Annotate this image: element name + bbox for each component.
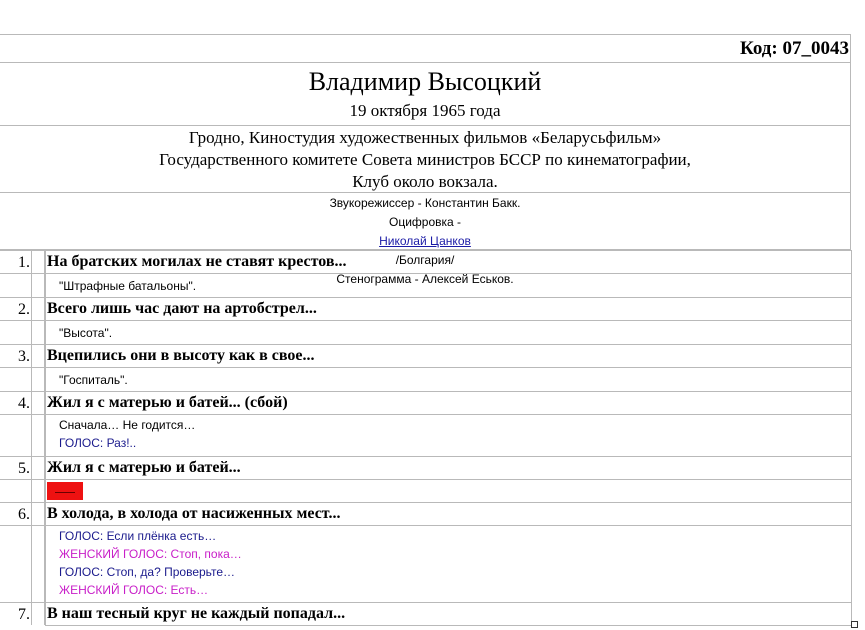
female-voice-note: ЖЕНСКИЙ ГОЛОС: Стоп, пока… [59, 547, 242, 561]
table-row [0, 273, 852, 297]
row-cell [31, 368, 45, 391]
song-title: В холода, в холода от насиженных мест... [47, 505, 341, 522]
title-block [0, 63, 851, 126]
song-title: Вцепились они в высоту как в свое... [47, 347, 315, 364]
place-line: Клуб около вокзала. [352, 172, 498, 191]
table-row [0, 479, 852, 502]
row-cell [31, 503, 45, 525]
song-number: 3. [18, 348, 30, 365]
song-title: В наш тесный круг не каждый попадал... [47, 605, 346, 622]
song-number: 6. [18, 506, 30, 523]
voice-note: ГОЛОС: Стоп, да? Проверьте… [59, 565, 236, 579]
table-row [0, 502, 852, 525]
song-note: "Штрафные батальоны". [59, 279, 197, 293]
table-resize-handle[interactable] [851, 621, 858, 628]
female-voice-note: ЖЕНСКИЙ ГОЛОС: Есть… [59, 583, 209, 597]
place-line: Гродно, Киностудия художественных фильмов «Беларусьфильм» [188, 128, 662, 147]
song-number: 2. [18, 301, 30, 318]
row-cell [31, 415, 45, 456]
note-cell [45, 415, 852, 456]
song-note: "Госпиталь". [59, 373, 128, 387]
song-title: На братских могилах не ставят крестов... [47, 253, 347, 270]
song-table [0, 250, 852, 625]
row-cell [31, 392, 45, 414]
digitizer-link[interactable]: Николай Цанков [379, 234, 471, 248]
digitization-prefix: Оцифровка - [388, 215, 462, 229]
table-row [0, 320, 852, 344]
song-cell [45, 503, 852, 525]
table-row [0, 456, 852, 479]
code-label: Код: 07_0043 [0, 35, 851, 63]
place-line: Государственного комитете Совета министров БССР по кинематографии, [159, 150, 691, 169]
concert-date: 19 октября 1965 года [349, 101, 501, 120]
row-cell [31, 603, 45, 625]
table-row [0, 525, 852, 602]
table-row [0, 344, 852, 367]
table-row [0, 414, 852, 456]
digitization-suffix: /Болгария/ [395, 253, 455, 267]
row-cell [31, 274, 45, 297]
note-cell [45, 274, 852, 297]
song-number: 4. [18, 395, 30, 412]
steno-credit: Стенограмма - Алексей Еськов. [336, 272, 514, 286]
marker-cell [45, 480, 852, 502]
place-block [0, 126, 851, 193]
song-cell [45, 251, 852, 273]
song-title: Жил я с матерью и батей... [47, 459, 241, 476]
song-cell [45, 603, 852, 626]
song-title: Жил я с матерью и батей... (сбой) [47, 394, 288, 411]
song-cell [45, 345, 852, 367]
song-cell [45, 298, 852, 320]
table-row [0, 602, 852, 625]
table-row [0, 367, 852, 391]
table-row [0, 297, 852, 320]
row-cell [31, 298, 45, 320]
song-title: Всего лишь час дают на артобстрел... [47, 300, 317, 317]
row-cell [31, 480, 45, 502]
row-cell [31, 345, 45, 367]
song-note: Сначала… Не годится… [59, 418, 196, 432]
artist-name: Владимир Высоцкий [308, 67, 542, 96]
table-row [0, 391, 852, 414]
sound-credit: Звукорежиссер - Константин Бакк. [329, 196, 521, 210]
red-marker [47, 482, 83, 500]
song-note: "Высота". [59, 326, 113, 340]
row-cell [31, 457, 45, 479]
song-cell [45, 457, 852, 479]
note-cell [45, 321, 852, 344]
row-cell [31, 321, 45, 344]
song-number: 5. [18, 460, 30, 477]
song-cell [45, 392, 852, 414]
note-cell [45, 526, 852, 602]
voice-note: ГОЛОС: Если плёнка есть… [59, 529, 217, 543]
song-number: 1. [18, 254, 30, 271]
table-row [0, 250, 852, 273]
row-cell [31, 526, 45, 602]
voice-note: ГОЛОС: Раз!.. [59, 436, 137, 450]
row-cell [31, 251, 45, 273]
song-number: 7. [18, 606, 30, 623]
note-cell [45, 368, 852, 391]
